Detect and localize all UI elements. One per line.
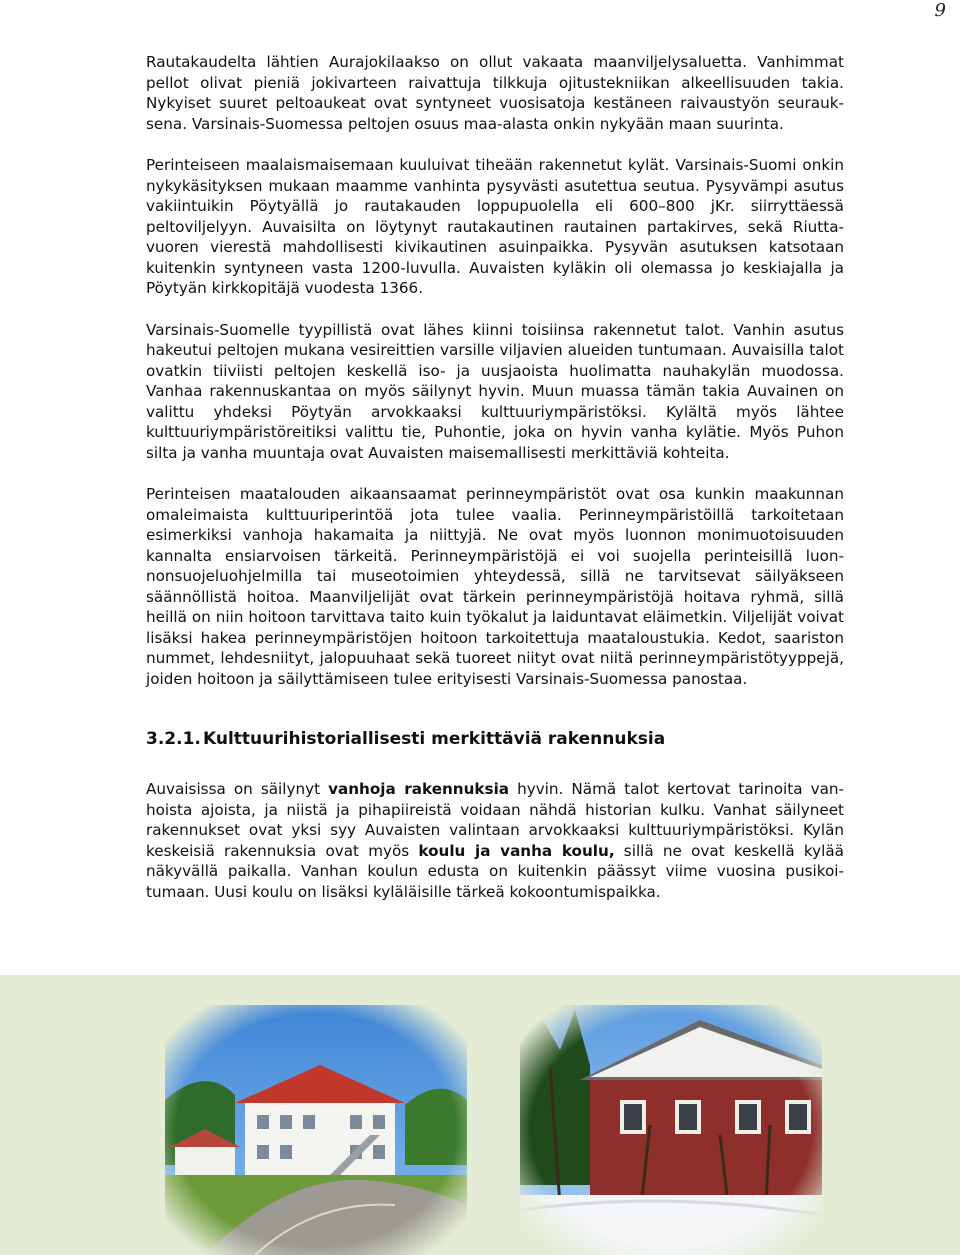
text-run: hyvin. Nämä talot kertovat tarinoita vanhoista ajoista, ja niistä ja pihapiireistä voidaan nähdä historian kulku. Vanhat säilyneet rakennukset ovat yksi syy Auvaisten valintaan arvokkaaksi kulttuuriympäristöksi. Kylän keskeisiä rakennuksia ovat myös	[146, 780, 844, 860]
paragraph: Perinteisen maatalouden aikaansaamat perinneympäristöt ovat osa kunkin maakunnan omaleimaista kulttuuriperintöä jota tulee vaalia. Perinneympäristöillä tarkoitetaan esimerkiksi vanhoja hakamaita ja niittyjä. Ne ovat myös luonnon monimuotoisuuden kannalta ensiarvoisen tärkeitä. Perinneympäristöjä ei voi suojella perinteisillä luonnonsuojeluohjelmilla tai museotoimien yhteydessä, sillä ne tarvitsevat säilyäkseen säännöllistä hoitoa. Maanviljelijät ovat tärkein perinneympäristöjä hoitava ryhmä, sillä heillä on niin hoitoon tarvittava taito kuin työkalut ja laiduntavat eläimetkin. Viljelijät voivat lisäksi hakea perinneympäristöjen hoitoon tarkoitettuja maataloustukia. Kedot, saariston nummet, lehdesniityt, jalopuuhaat sekä tuoreet niityt ovat niitä perinneympäristötyyppejä, joiden hoitoon ja säilyttämiseen tulee erityisesti Varsinais-Suomessa panostaa.	[146, 485, 844, 688]
paragraph: Rautakaudelta lähtien Aurajokilaakso on ollut vakaata maanviljelysaluetta. Vanhimmat pellot olivat pieniä jokivarteen raivattuja tilkkuja ojitustekniikan alkeellisuuden takia. Nykyiset suuret peltoaukeat ovat syntyneet vuosisatoja kestäneen raivaustyön seurauksena. Varsinais-Suomessa peltojen osuus maa-alasta onkin nykyään maan suurinta.	[146, 53, 844, 133]
section-title: Kulttuurihistoriallisesti merkittäviä rakennuksia	[203, 729, 666, 749]
section-heading	[146, 729, 844, 749]
paragraph: Varsinais-Suomelle tyypillistä ovat lähes kiinni toisiinsa rakennetut talot. Vanhin asutus hakeutui peltojen mukana vesireittien varsille viljavien alueiden tuntumaan. Auvaisilla talot ovatkin tiiviisti peltojen keskellä iso- ja uusjaoista huolimatta nauhakylän muodossa. Vanhaa rakennuskantaa on myös säilynyt hyvin. Muun muassa tämän takia Auvainen on valittu yhdeksi Pöytyän arvokkaaksi kulttuuriympäristöksi. Kylältä myös lähtee kulttuuriympäristöreitiksi valittu tie, Puhontie, joka on hyvin vanha kylätie. Myös Puhon silta ja vanha muuntaja ovat Auvaisten maisemallisesti merkittäviä kohteita.	[146, 320, 844, 462]
text-run: sillä ne ovat keskellä kylää näkyvällä paikalla. Vanhan koulun edusta on kuitenkin päässyt viime vuosina pusikoitumaan. Uusi koulu on lisäksi kyläläisille tärkeä kokoontumispaikka.	[146, 841, 844, 901]
bold-text: vanhoja rakennuksia	[328, 780, 510, 798]
section-number: 3.2.1.	[146, 729, 201, 749]
document-body	[146, 52, 844, 902]
page-number: 9	[934, 0, 946, 21]
text-run: Auvaisissa on säilynyt	[146, 780, 329, 798]
old-school-photo	[520, 1005, 822, 1255]
paragraph: Perinteiseen maalaismaisemaan kuuluivat tiheään rakennetut kylät. Varsinais-Suomi onkin nykykäsityksen mukaan maamme vanhinta pysyvästi asutettua seutua. Pysyvämpi asutus vakiintuikin Pöytyällä jo rautakauden loppupuolella eli 600–800 jKr. siirryttäessä peltoviljelyyn. Auvaisilta on löytynyt rautakautinen rautainen partakirves, sekä Riuttavuoren vierestä mahdollisesti kivikautinen asuinpaikka. Pysyvän asutuksen katsotaan kuitenkin syntyneen vasta 1200-luvulla. Auvaisten kyläkin oli olemassa jo keskiajalla ja Pöytyän kirkkopitäjä vuodesta 1366.	[146, 156, 844, 297]
bold-text: koulu ja vanha koulu,	[418, 841, 615, 860]
school-photo	[165, 1005, 467, 1255]
paragraph	[146, 779, 844, 902]
